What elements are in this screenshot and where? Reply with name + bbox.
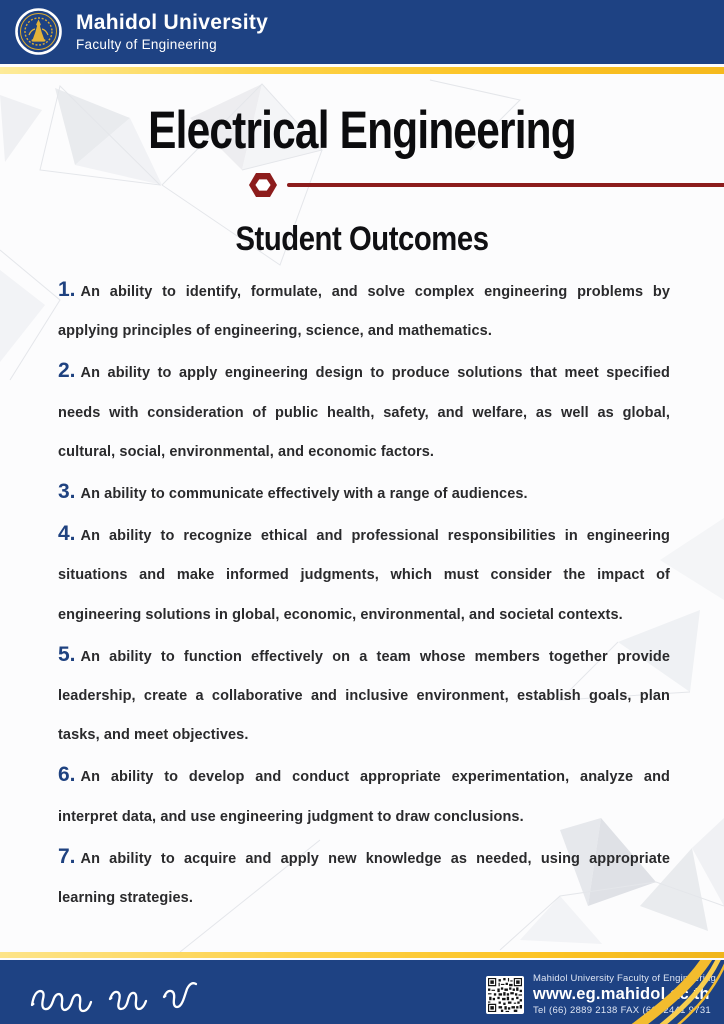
page-title: Electrical Engineering [148, 101, 576, 160]
outcome-number: 3. [58, 480, 76, 504]
student-outcomes-list [58, 270, 670, 918]
outcome-item-2 [58, 351, 670, 472]
outcome-item-7 [58, 837, 670, 918]
outcome-text: An ability to identify, formulate, and solve complex engineering problems by applying principles of engineering, science, and mathematics. [58, 284, 670, 340]
outcome-text: An ability to recognize ethical and professional responsibilities in engineering situations and make informed judgments, which must consider the impact of engineering solutions in global, economic, environmental, and societal contexts. [58, 528, 670, 623]
outcome-item-5 [58, 635, 670, 756]
header-bar [0, 0, 724, 64]
outcome-number: 2. [58, 359, 76, 383]
university-name: Mahidol University [76, 11, 269, 34]
outcome-text: An ability to apply engineering design to produce solutions that meet specified needs with consideration of public health, safety, and welfare, as well as global, cultural, social, environmental, and economic factors. [58, 365, 670, 460]
outcome-number: 5. [58, 642, 76, 666]
footer-telephone: Tel (66) 2889 2138 FAX (66) 2441 9731 [533, 1005, 711, 1016]
subtitle: Student Outcomes [235, 220, 489, 258]
thai-motto-signature [26, 978, 211, 1018]
qr-code-icon [486, 976, 524, 1014]
divider-line [287, 183, 724, 188]
outcome-item-3 [58, 472, 670, 514]
outcome-text: An ability to acquire and apply new knowledge as needed, using appropriate learning strategies. [58, 850, 670, 907]
outcome-item-6 [58, 755, 670, 836]
outcome-number: 6. [58, 763, 76, 787]
footer-org-line: Mahidol University Faculty of Engineering [533, 973, 716, 984]
outcome-number: 1. [58, 278, 76, 301]
faculty-name: Faculty of Engineering [76, 37, 217, 52]
gold-swoosh-decoration [604, 960, 724, 1024]
footer-bar [0, 960, 724, 1024]
outcome-text: An ability to develop and conduct appropriate experimentation, analyze and interpret data, and use engineering judgment to draw conclusions. [58, 769, 670, 825]
mahidol-logo-icon [15, 8, 62, 55]
outcome-text: An ability to function effectively on a team whose members together provide leadership, create a collaborative and inclusive environment, establish goals, plan tasks, and meet objectives. [58, 648, 670, 744]
header-text-block [76, 10, 268, 53]
outcome-item-1 [58, 270, 670, 351]
gold-stripe-top [0, 67, 724, 74]
footer-website: www.eg.mahidol.ac.th [533, 985, 710, 1003]
outcome-item-4 [58, 514, 670, 635]
outcome-text: An ability to communicate effectively with a range of audiences. [80, 486, 528, 503]
gold-stripe-bottom [0, 952, 724, 958]
title-divider [0, 171, 724, 199]
hexagon-nut-icon [249, 172, 277, 198]
outcome-number: 4. [58, 522, 76, 546]
outcome-number: 7. [58, 844, 76, 868]
